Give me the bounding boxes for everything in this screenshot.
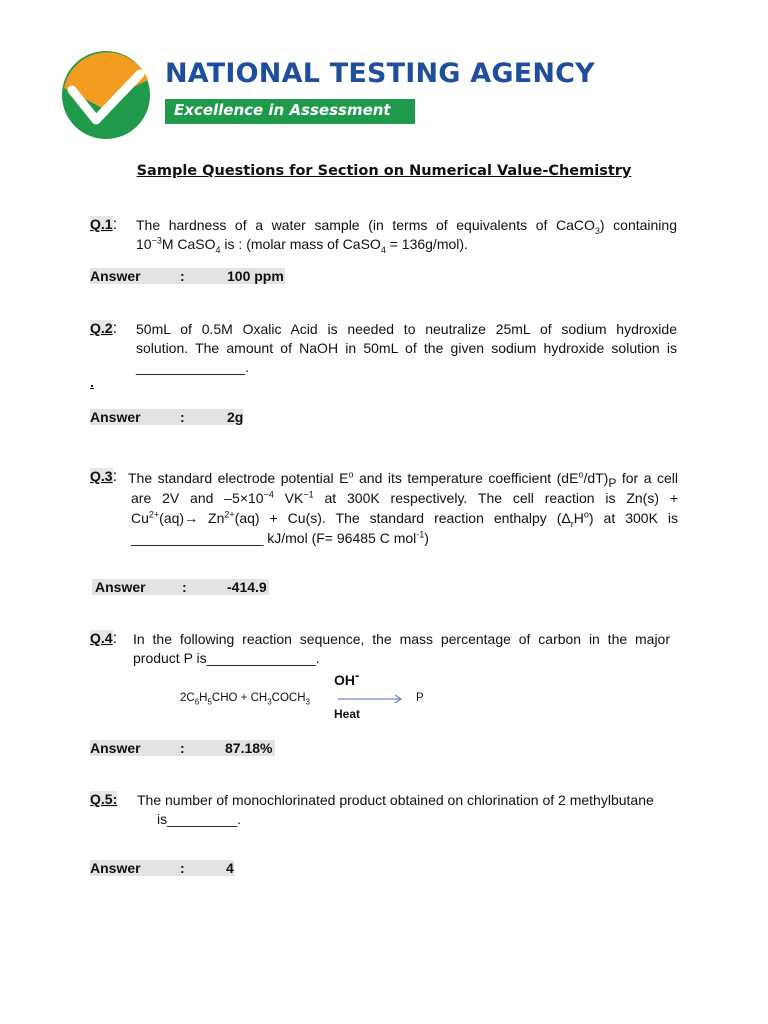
answer-2: Answer : 2g [90, 409, 244, 425]
document-title: Sample Questions for Section on Numerical Value-Chemistry [136, 163, 632, 179]
answer-5: Answer : 4 [90, 860, 234, 876]
agency-name: NATIONAL TESTING AGENCY [165, 58, 595, 89]
answer-1: Answer : 100 ppm [90, 268, 284, 284]
question-2: Q.2: [90, 320, 118, 337]
question-5 [90, 791, 117, 809]
tagline: Excellence in Assessment [174, 101, 391, 119]
question-label: Q.5: [90, 791, 118, 807]
answer-4: Answer : 87.18% [90, 740, 275, 756]
question-2-text: 50mL of 0.5M Oxalic Acid is needed to neutralize 25mL of sodium hydroxide solution. The amount of NaOH in 50mL of the given sodium hydroxide solution is ______________. [136, 321, 677, 375]
answer-3: Answer : -414.9 [92, 579, 269, 595]
question-1: Q.1: [90, 216, 118, 233]
question-label: Q.2 [90, 320, 113, 336]
question-3-text: The standard electrode potential $E^o$ and its temperature coefficient $(dE^o/dT)_P$ for a cell are 2V and $-5\times 10^{-4}$ $VK^{-1}$ at 300K respectively. The cell reaction is Zn(s) + $Cu^{2+}(aq)\to Zn^{2+}(aq) + Cu(s)$. The standard reaction enthalpy $(\Delta_rH^o)$ at 300K is _________________ kJ/mol (F= 96485 C mol$^{-1}$) [128, 469, 678, 546]
question-4-text: In the following reaction sequence, the mass percentage of carbon in the major product P is______________. [133, 631, 670, 666]
question-5-text: The number of monochlorinated product obtained on chlorination of 2 methylbutane is_________. [137, 792, 654, 827]
reaction-condition: Heat [334, 707, 361, 721]
question-3: Q.3: [90, 468, 118, 485]
reaction-arrow-icon [338, 693, 404, 705]
reaction-product: P [416, 692, 424, 704]
reaction-reactants: $2C_6H_5CHO$ + $CH_3COCH_3$ [180, 692, 310, 707]
nta-logo [60, 50, 152, 140]
question-4: Q.4: [90, 630, 118, 647]
reagent-label: OH- [334, 667, 360, 688]
question-label: Q.3 [90, 468, 113, 484]
question-label: Q.1 [90, 216, 113, 232]
stray-mark: . [90, 374, 94, 390]
question-1-text: The hardness of a water sample (in terms of equivalents of CaCO$_3$) containing $10^{-3}M$ CaSO$_4$ is : (molar mass of CaSO$_4$ = 136g/mol). [136, 217, 677, 255]
question-label: Q.4 [90, 630, 113, 646]
